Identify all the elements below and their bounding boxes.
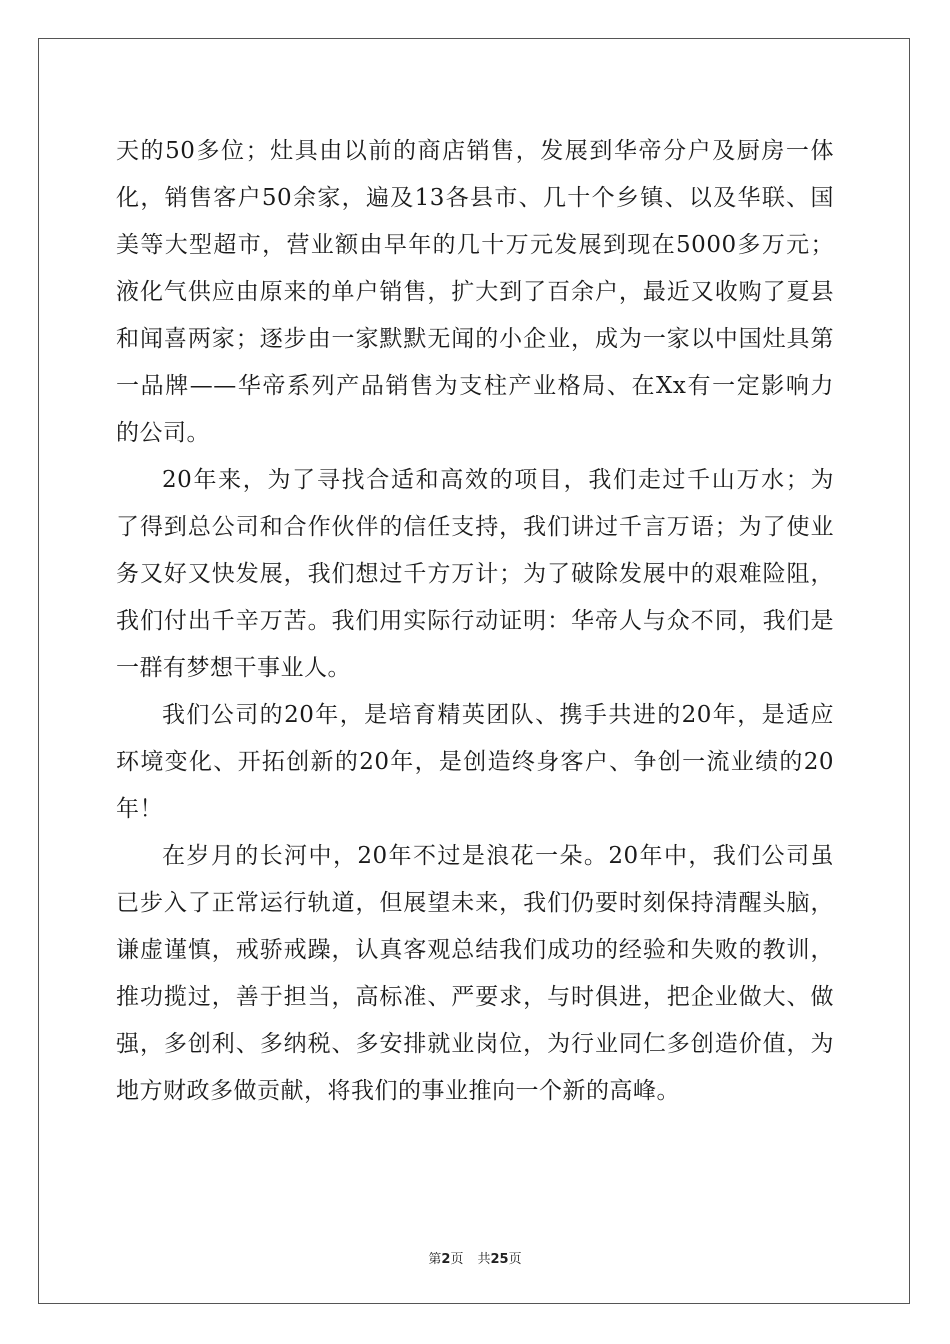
text-line: 年！ <box>116 796 163 822</box>
text-line: 了得到总公司和合作伙伴的信任支持，我们讲过千言万语；为了使业 <box>116 514 834 540</box>
text-line: 地方财政多做贡献，将我们的事业推向一个新的高峰。 <box>116 1078 680 1104</box>
text-line: 我们付出千辛万苦。我们用实际行动证明：华帝人与众不同，我们是 <box>116 608 834 634</box>
text-line: 强，多创利、多纳税、多安排就业岗位，为行业同仁多创造价值，为 <box>116 1031 834 1057</box>
total-label-suffix: 页 <box>508 1252 522 1267</box>
text-line: 天的50多位；灶具由以前的商店销售，发展到华帝分户及厨房一体 <box>116 138 834 164</box>
text-line: 化，销售客户50余家，遍及13各县市、几十个乡镇、以及华联、国 <box>116 185 834 211</box>
text-line: 在岁月的长河中，20年不过是浪花一朵。20年中，我们公司虽 <box>162 843 834 869</box>
text-line: 美等大型超市，营业额由早年的几十万元发展到现在5000多万元； <box>116 232 834 258</box>
page-label-prefix: 第 <box>428 1252 442 1267</box>
page-footer <box>0 1248 950 1267</box>
text-line: 已步入了正常运行轨道，但展望未来，我们仍要时刻保持清醒头脑， <box>116 890 834 916</box>
text-line: 推功揽过，善于担当，高标准、严要求，与时俱进，把企业做大、做 <box>116 984 834 1010</box>
text-line: 一品牌——华帝系列产品销售为支柱产业格局、在Xx有一定影响力 <box>116 373 834 399</box>
text-line: 一群有梦想干事业人。 <box>116 655 351 681</box>
document-body <box>116 128 834 1115</box>
total-page-count: 25 <box>490 1252 509 1267</box>
text-line: 务又好又快发展，我们想过千方万计；为了破除发展中的艰难险阻， <box>116 561 834 587</box>
text-line: 20年来，为了寻找合适和高效的项目，我们走过千山万水；为 <box>162 467 834 493</box>
text-line: 的公司。 <box>116 420 210 446</box>
text-line: 谦虚谨慎，戒骄戒躁，认真客观总结我们成功的经验和失败的教训， <box>116 937 834 963</box>
page-label-suffix: 页 <box>450 1252 464 1267</box>
text-line: 和闻喜两家；逐步由一家默默无闻的小企业，成为一家以中国灶具第 <box>116 326 834 352</box>
text-line: 液化气供应由原来的单户销售，扩大到了百余户，最近又收购了夏县 <box>116 279 834 305</box>
text-line: 我们公司的20年，是培育精英团队、携手共进的20年，是适应 <box>162 702 834 728</box>
total-label-prefix: 共 <box>477 1252 491 1267</box>
text-line: 环境变化、开拓创新的20年，是创造终身客户、争创一流业绩的20 <box>116 749 834 775</box>
current-page-number: 2 <box>441 1252 451 1267</box>
